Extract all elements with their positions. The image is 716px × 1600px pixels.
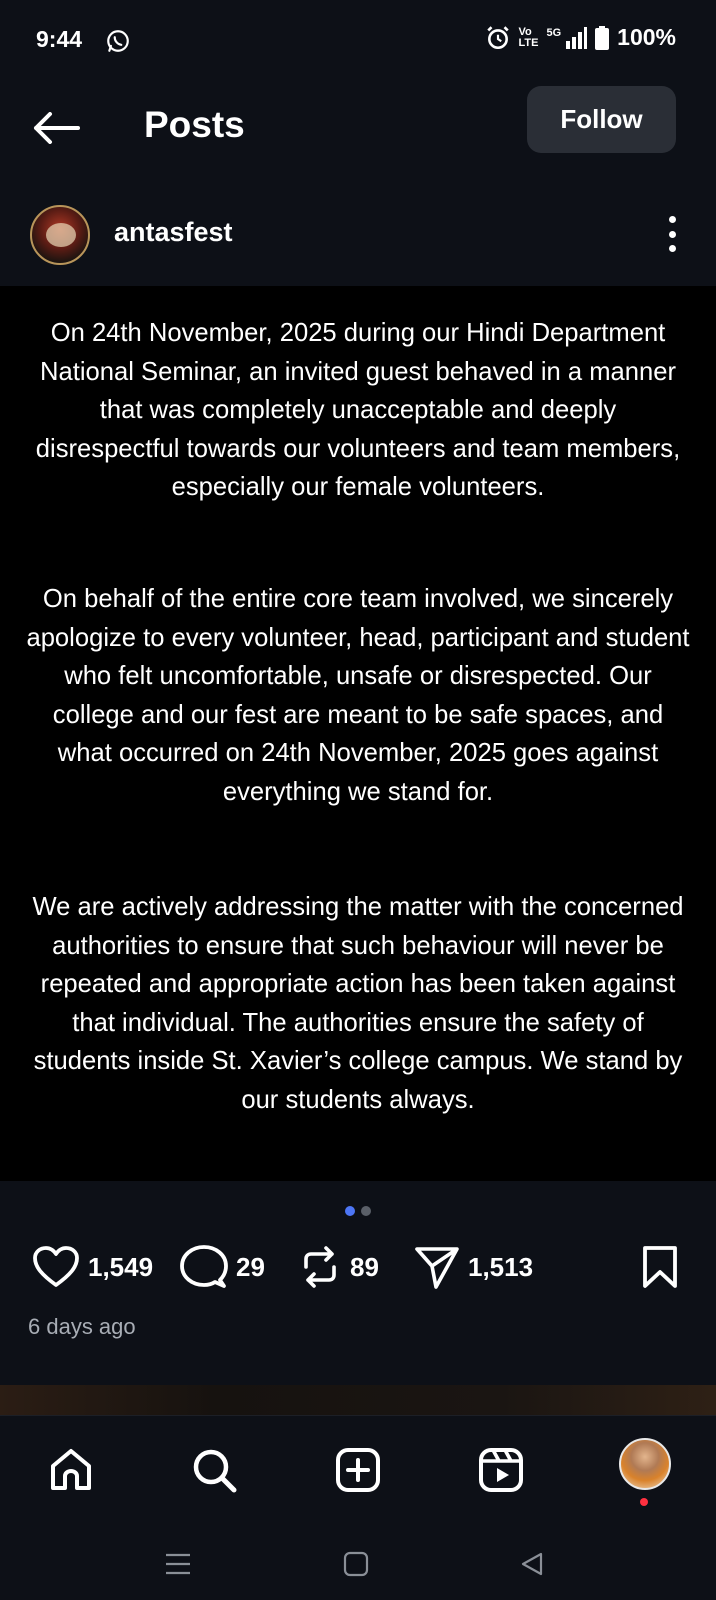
carousel-dot bbox=[361, 1206, 371, 1216]
post-paragraph: On behalf of the entire core team involved, we sincerely apologize to every volunteer, head, participant and student who felt uncomfortable, unsafe or disrespected. Our college and our fest are meant to be safe spaces, and what occurred on 24th November, 2025 goes against everything we stand for. bbox=[26, 585, 690, 806]
repost-button[interactable] bbox=[298, 1240, 379, 1294]
avatar-detail bbox=[46, 223, 76, 247]
carousel-indicator bbox=[0, 1206, 716, 1218]
more-options-button[interactable] bbox=[660, 212, 684, 256]
carousel-dot-active bbox=[345, 1206, 355, 1216]
nav-create[interactable] bbox=[330, 1442, 386, 1498]
signal-indicator bbox=[546, 27, 587, 49]
arrow-left-icon bbox=[32, 112, 80, 144]
comment-count: 29 bbox=[236, 1251, 265, 1282]
network-type: 5G bbox=[546, 26, 562, 39]
more-dot bbox=[669, 231, 676, 238]
volte-indicator bbox=[519, 27, 539, 49]
save-button[interactable] bbox=[640, 1240, 680, 1294]
status-bar bbox=[0, 0, 716, 84]
triangle-back-icon bbox=[519, 1551, 545, 1577]
bookmark-icon bbox=[640, 1245, 680, 1289]
page-title: Posts bbox=[144, 104, 245, 145]
back-button[interactable] bbox=[30, 102, 82, 154]
battery-icon bbox=[595, 26, 609, 50]
status-indicators bbox=[485, 24, 676, 51]
comment-icon bbox=[180, 1244, 228, 1290]
back-system-button[interactable] bbox=[512, 1547, 552, 1581]
top-bar bbox=[0, 84, 716, 174]
alarm-icon bbox=[485, 25, 511, 51]
comment-button[interactable] bbox=[180, 1240, 265, 1294]
share-button[interactable] bbox=[414, 1240, 533, 1294]
like-button[interactable] bbox=[32, 1240, 153, 1294]
send-icon bbox=[414, 1244, 460, 1290]
more-dot bbox=[669, 216, 676, 223]
search-icon bbox=[190, 1446, 238, 1494]
home-system-button[interactable] bbox=[336, 1547, 376, 1581]
user-avatar[interactable] bbox=[30, 205, 90, 265]
nav-search[interactable] bbox=[186, 1442, 242, 1498]
bottom-nav bbox=[0, 1415, 716, 1527]
whatsapp-icon bbox=[105, 28, 131, 54]
menu-lines-icon bbox=[164, 1552, 192, 1576]
repost-count: 89 bbox=[350, 1251, 379, 1282]
follow-button[interactable]: Follow bbox=[527, 86, 676, 153]
next-post-preview[interactable] bbox=[0, 1385, 716, 1415]
notification-dot bbox=[640, 1498, 648, 1506]
recent-apps-button[interactable] bbox=[158, 1547, 198, 1581]
post-header bbox=[0, 200, 716, 270]
repost-icon bbox=[298, 1245, 342, 1289]
nav-profile-avatar[interactable] bbox=[619, 1438, 671, 1490]
nav-home[interactable] bbox=[43, 1442, 99, 1498]
post-image[interactable] bbox=[0, 286, 716, 1181]
post-paragraph: We are actively addressing the matter with the concerned authorities to ensure that such behaviour will never be repeated and appropriate action has been taken against that individual. The authorities ensure the safety of students inside St. Xavier’s college campus. We stand by our students always. bbox=[32, 893, 684, 1114]
heart-icon bbox=[32, 1245, 80, 1289]
more-dot bbox=[669, 245, 676, 252]
system-nav-bar bbox=[0, 1527, 716, 1600]
volte-top: Vo bbox=[518, 25, 532, 38]
nav-reels[interactable] bbox=[473, 1442, 529, 1498]
username[interactable]: antasfest bbox=[114, 217, 233, 247]
action-bar bbox=[0, 1240, 716, 1294]
status-time: 9:44 bbox=[36, 26, 83, 52]
share-count: 1,513 bbox=[468, 1251, 534, 1282]
home-icon bbox=[47, 1446, 95, 1494]
post-paragraph: On 24th November, 2025 during our Hindi Department National Seminar, an invited guest behaved in a manner that was completely unacceptable and deeply disrespectful towards our volunteers and team members, especially our female volunteers. bbox=[35, 319, 681, 501]
volte-bottom: LTE bbox=[518, 36, 539, 49]
square-icon bbox=[343, 1551, 369, 1577]
reels-icon bbox=[477, 1446, 525, 1494]
signal-icon bbox=[565, 27, 587, 49]
like-count: 1,549 bbox=[88, 1251, 154, 1282]
battery-level: 100% bbox=[617, 24, 676, 50]
post-timestamp: 6 days ago bbox=[28, 1314, 136, 1339]
plus-square-icon bbox=[334, 1446, 382, 1494]
